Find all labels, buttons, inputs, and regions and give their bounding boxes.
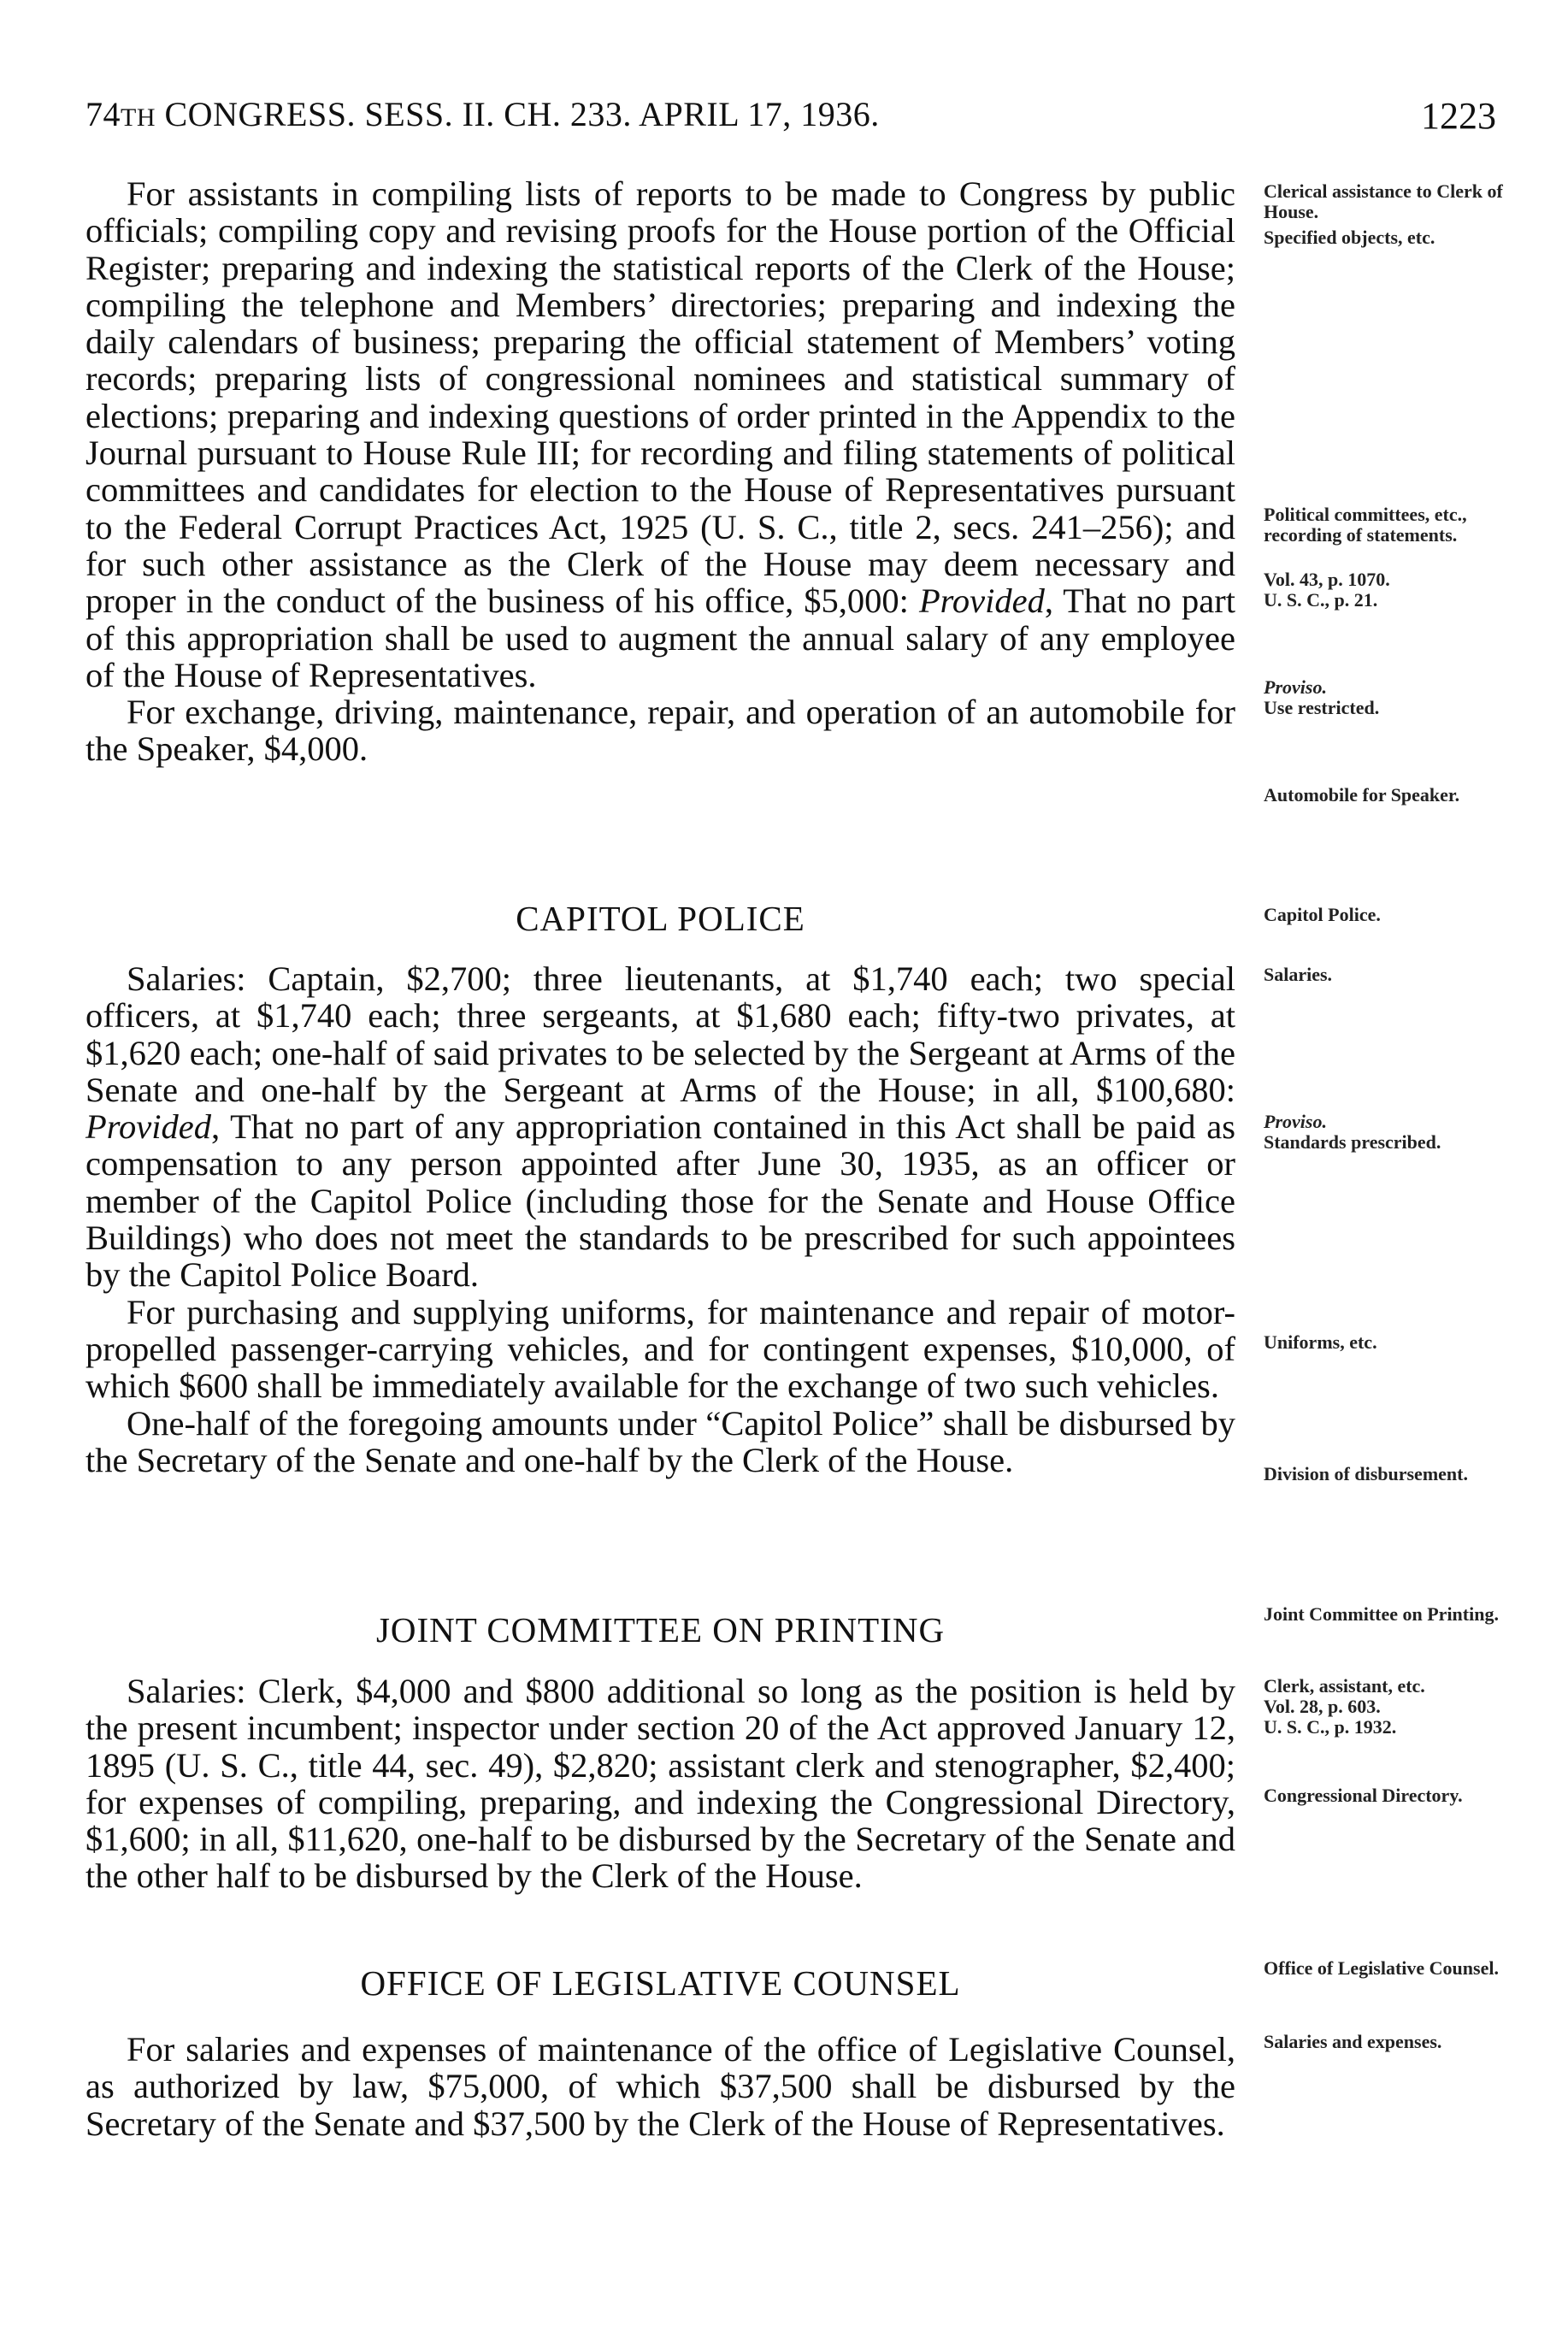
proviso-label: Proviso. [1264,1111,1327,1132]
margin-note-ref-vol43: Vol. 43, p. 1070. [1264,569,1390,590]
margin-note-ref-usc-p21: U. S. C., p. 21. [1264,589,1378,611]
margin-note-congressional-directory: Congressional Directory. [1264,1785,1463,1806]
joint-committee-heading: JOINT COMMITTEE ON PRINTING [375,1610,946,1649]
page-number: 1223 [1421,95,1496,137]
running-head [85,94,880,134]
police-salaries-text: Salaries: Captain, $2,700; three lieutenants, at $1,740 each; two special officers, at $1,740 each; three sergeants, at $1,680 each; fifty-two privates, at $1,620 each; one-half of said privates to be selected by the Sergeant at Arms of the Senate and one-half by the Sergeant at Arms of the House; in all, $100,680: [85,959,1235,1109]
margin-note-specified-objects: Specified objects, etc. [1264,227,1435,248]
margin-note-clerk-assistant: Clerk, assistant, etc. [1264,1675,1425,1697]
capitol-police-section [85,960,1235,1478]
legislative-counsel-paragraph: For salaries and expenses of maintenance of the office of Legislative Counsel, as authorized by law, $75,000, of which $37,500 shall be disbursed by the Secretary of the Senate and $37,500 by the Clerk of the House of Representatives. [85,2030,1235,2143]
margin-note-ref-usc-p1932: U. S. C., p. 1932. [1264,1716,1397,1738]
margin-note-use-restricted: Use restricted. [1264,697,1380,718]
margin-note-ref-vol28: Vol. 28, p. 603. [1264,1696,1381,1717]
margin-note-political-committees: Political committees, etc., recording of statements. [1264,504,1467,546]
clerical-paragraph [85,175,1235,693]
police-proviso-text: , That no part of any appropriation contained in this Act shall be paid as compensation to any person appointed after June 30, 1935, as an officer or member of the Capitol Police (including those for the Senate and House Office Buildings) who does not meet the standards to be prescribed for such appointees by the Capitol Police Board. [85,1107,1235,1295]
division-paragraph: One-half of the foregoing amounts under “Capitol Police” shall be disbursed by the Secretary of the Senate and one-half by the Clerk of the House. [85,1403,1235,1479]
margin-note-office-legislative: Office of Legislative Counsel. [1264,1957,1499,1979]
provided-italic: Provided [85,1107,211,1147]
clerical-proviso-text: , That no part of this appropriation shall be used to augment the annual salary of any employee of the House of Representatives. [85,581,1235,694]
running-head-text: CONGRESS. SESS. II. CH. 233. APRIL 17, 1936. [156,95,880,133]
ordinal-suffix: TH [121,103,156,132]
uniforms-paragraph: For purchasing and supplying uniforms, for maintenance and repair of motor-propelled passenger-carrying vehicles, and for contingent expenses, $10,000, of which $600 shall be immediately available for the exchange of two such vehicles. [85,1292,1235,1406]
police-salaries-paragraph [85,960,1235,1294]
margin-note-salaries: Salaries. [1264,964,1333,985]
margin-note-uniforms: Uniforms, etc. [1264,1331,1377,1353]
margin-note-standards: Standards prescribed. [1264,1131,1441,1153]
capitol-police-heading: CAPITOL POLICE [516,899,805,938]
legislative-counsel-heading: OFFICE OF LEGISLATIVE COUNSEL [360,1963,961,2003]
provided-italic: Provided [918,581,1045,621]
margin-note-joint-committee: Joint Committee on Printing. [1264,1603,1499,1625]
margin-note-proviso [1264,677,1520,698]
joint-committee-section [85,1673,1235,1895]
margin-note-clerical-assistance: Clerical assistance to Clerk of House. [1264,180,1503,222]
margin-note-automobile: Automobile for Speaker. [1264,784,1460,806]
clerical-assistance-section [85,175,1235,768]
margin-note-capitol-police: Capitol Police. [1264,904,1381,925]
automobile-paragraph: For exchange, driving, maintenance, repair, and operation of an automobile for the Speaker, $4,000. [85,693,1235,769]
running-header [85,94,1496,145]
clerical-text: For assistants in compiling lists of reports to be made to Congress by public officials; compiling copy and revising proofs for the House portion of the Official Register; preparing and indexing the statistical reports of the Clerk of the House; compiling the telephone and Members’ directories; preparing and indexing the daily calendars of business; preparing the official statement of Members’ voting records; preparing lists of congressional nominees and statistical summary of elections; preparing and indexing questions of order printed in the Appendix to the Journal pursuant to House Rule III; for recording and filing statements of political committees and candidates for election to the House of Representatives pursuant to the Federal Corrupt Practices Act, 1925 (U. S. C., title 2, secs. 241–256); and for such other assistance as the Clerk of the House may deem necessary and proper in the conduct of the business of his office, $5,000: [85,174,1235,621]
joint-committee-paragraph: Salaries: Clerk, $4,000 and $800 additional so long as the position is held by the present incumbent; inspector under section 20 of the Act approved January 12, 1895 (U. S. C., title 44, sec. 49), $2,820; assistant clerk and stenographer, $2,400; for expenses of compiling, preparing, and indexing the Congressional Directory, $1,600; in all, $11,620, one-half to be disbursed by the Secretary of the Senate and the other half to be disbursed by the Clerk of the House. [85,1672,1235,1896]
legislative-counsel-section [85,2031,1235,2142]
margin-note-salaries-expenses: Salaries and expenses. [1264,2031,1442,2052]
margin-note-division: Division of disbursement. [1264,1463,1468,1484]
margin-note-proviso-2 [1264,1112,1520,1132]
proviso-label: Proviso. [1264,676,1327,698]
congress-ordinal: 74 [85,95,121,133]
